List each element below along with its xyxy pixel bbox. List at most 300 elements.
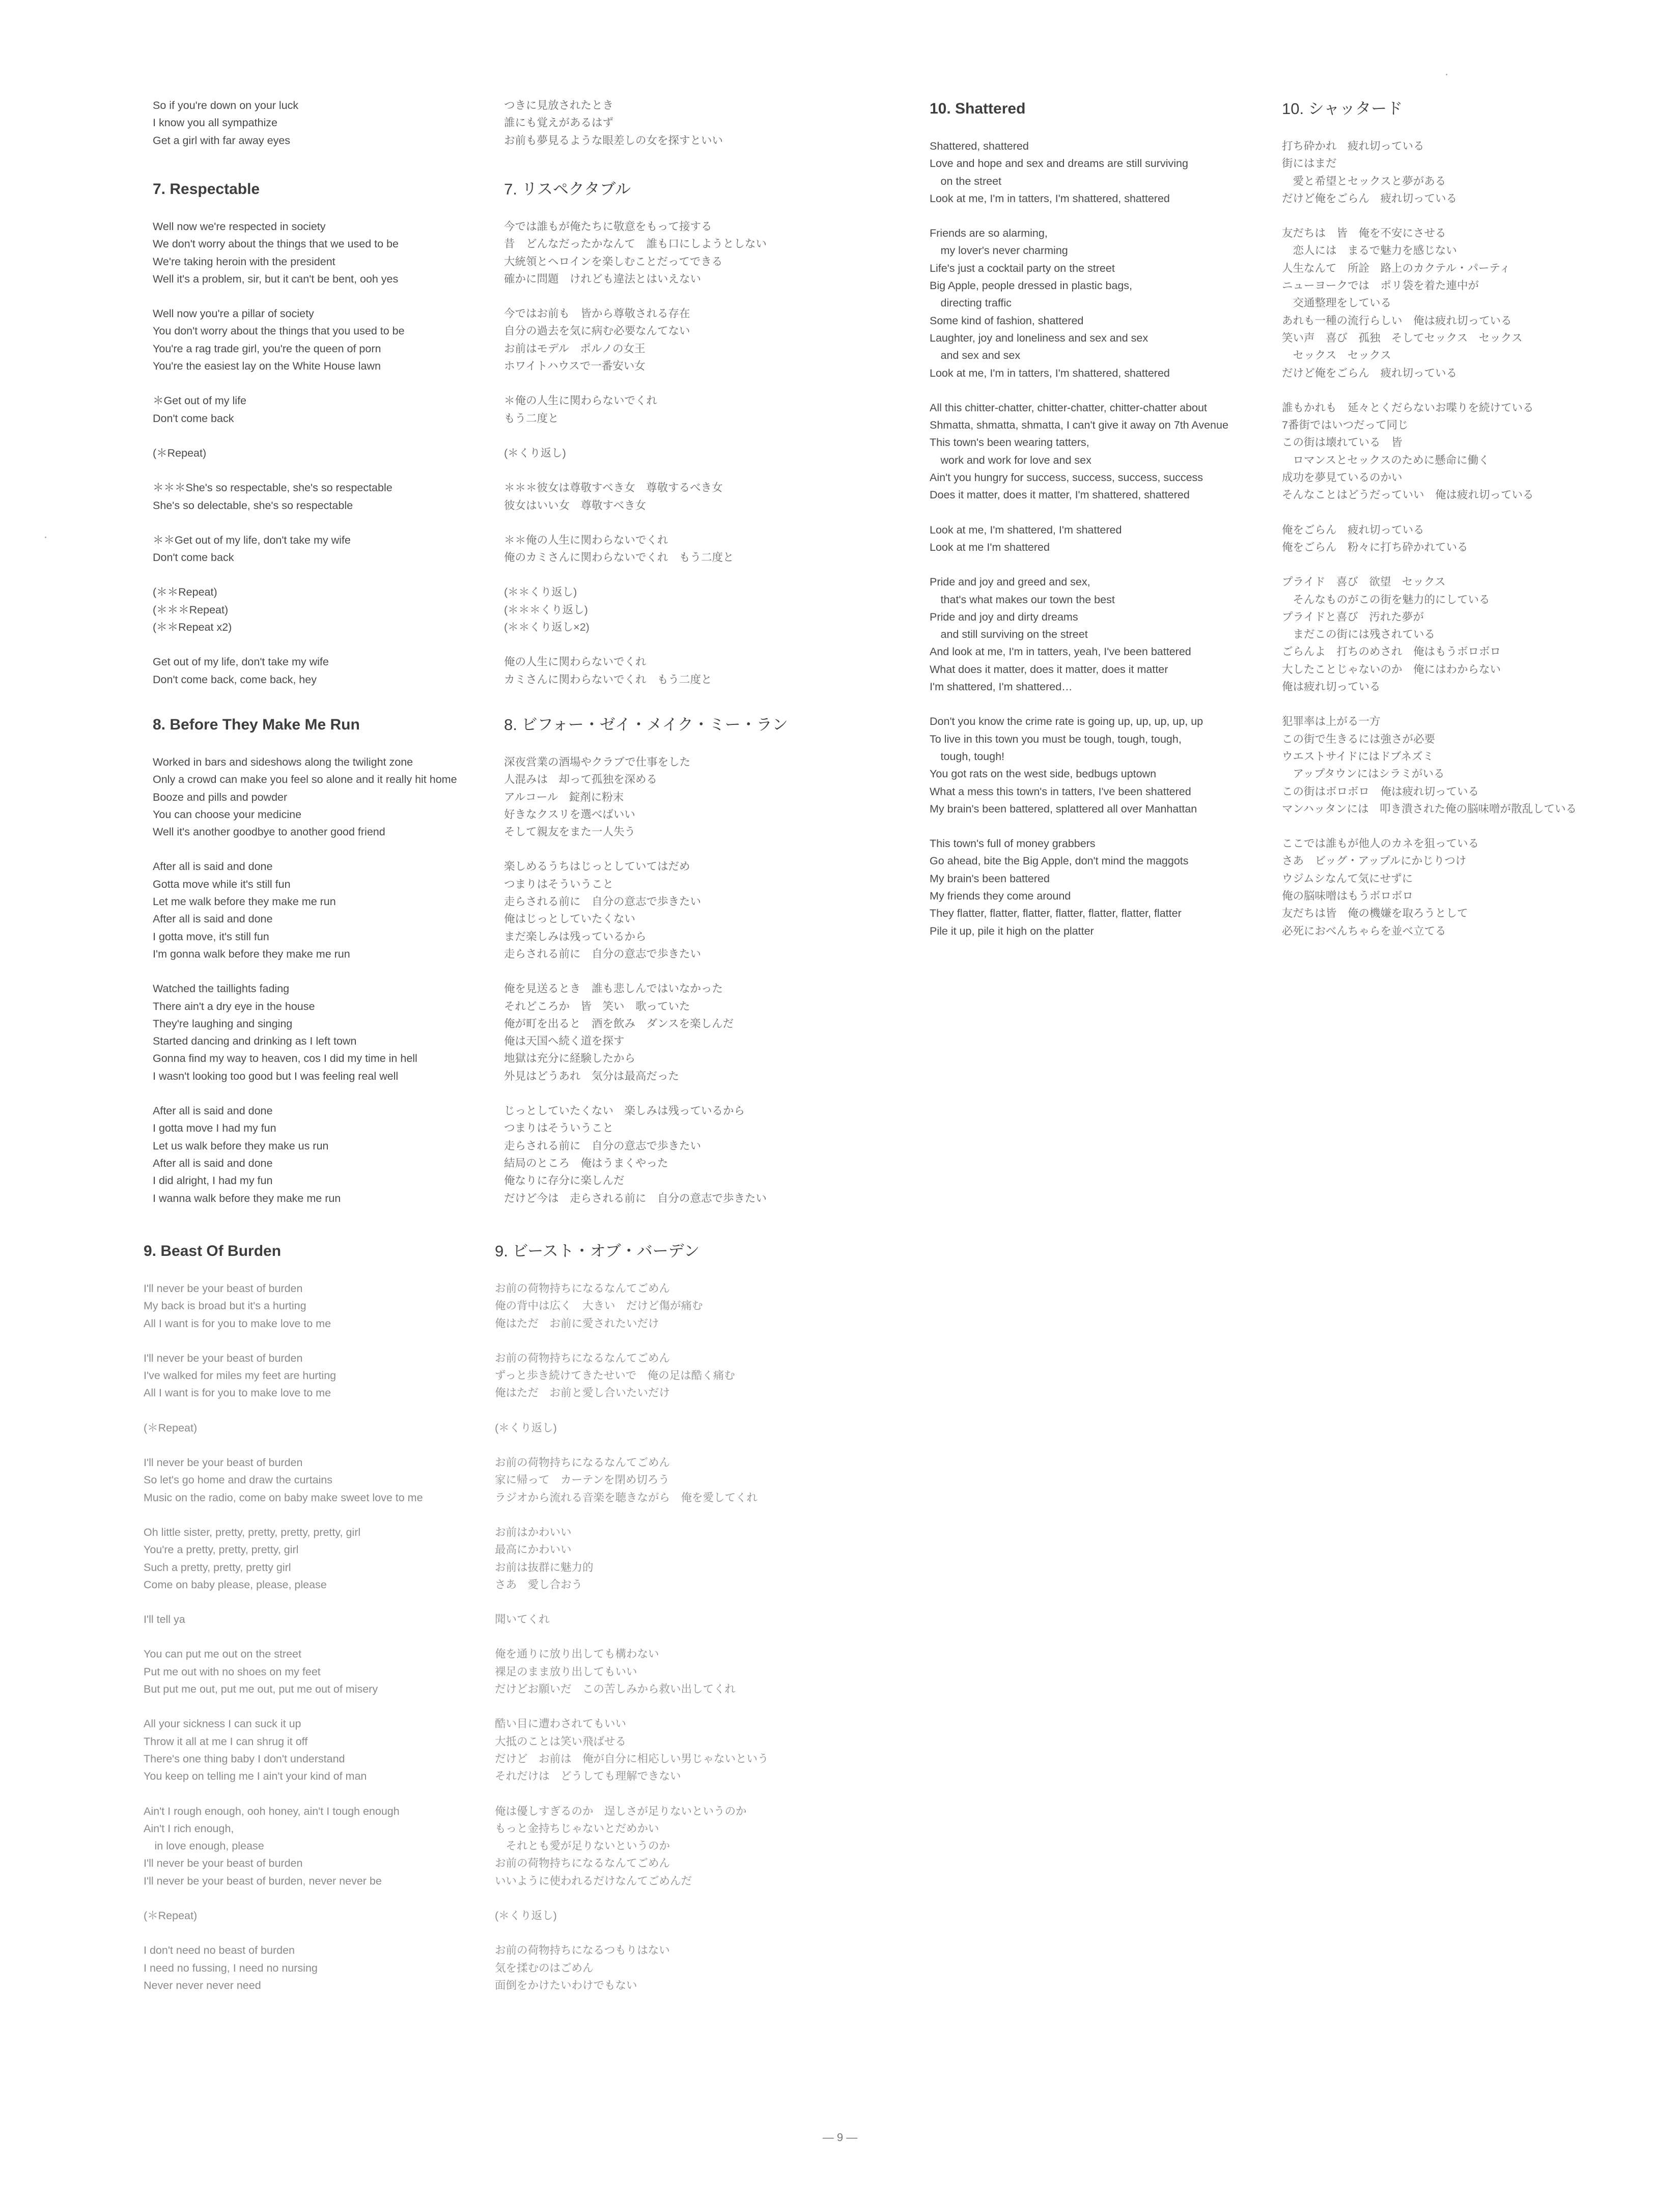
lyric-line: You keep on telling me I ain't your kind of man [144,1770,367,1783]
lyric-line: ここでは誰もが他人のカネを狙っている [1282,837,1479,850]
lyric-line: お前の荷物持ちになるなんてごめん [495,1282,670,1295]
lyric-stanza [1282,399,1577,504]
lyric-line: プライド 喜び 欲望 セックス [1282,576,1446,588]
lyric-line: What a mess this town's in tatters, I've been shattered [930,785,1191,798]
lyric-line: Well now we're respected in society [153,220,326,233]
lyric-line: Ain't I rough enough, ooh honey, ain't I tough enough [144,1805,400,1817]
lyric-line: 俺はただ お前と愛し合いたいだけ [495,1387,670,1399]
song-shattered-en [930,99,1228,957]
lyric-line: 恋人には まるで魅力を感じない [1282,244,1457,257]
lyric-line: I need no fussing, I need no nursing [144,1961,318,1974]
lyric-line: 笑い声 喜び 孤独 そしてセックス セックス [1282,331,1523,344]
song-beast-of-burden-jp [495,1241,769,2011]
lyric-stanza [504,305,767,375]
lyric-line: Such a pretty, pretty, pretty girl [144,1561,291,1574]
lyric-line: Well it's another goodbye to another good friend [153,826,385,838]
song-before-they-make-me-run-jp [504,715,788,1224]
lyric-line: Started dancing and drinking as I left town [153,1035,357,1048]
speck [1446,74,1447,75]
lyric-line: 確かに問題 けれども違法とはいえない [504,272,702,285]
lyric-stanza [504,1102,788,1207]
lyric-line: 地獄は充分に経験したから [504,1052,636,1065]
lyric-line: Come on baby please, please, please [144,1578,327,1591]
lyric-line: Big Apple, people dressed in plastic bags, [930,279,1133,292]
lyric-line: 人混みは 却って孤独を深める [504,773,658,786]
lyric-stanza [144,1803,423,1890]
lyric-line: 俺は疲れ切っている [1282,681,1381,693]
lyric-line: Worked in bars and sideshows along the twilight zone [153,756,413,768]
lyric-line: 彼女はいい女 尊敬すべき女 [504,499,647,512]
lyric-line: I'm shattered, I'm shattered… [930,681,1073,693]
lyric-line: お前の荷物持ちになるなんてごめん [495,1456,670,1469]
lyric-line: Go ahead, bite the Big Apple, don't mind the maggots [930,855,1189,867]
lyric-line: I gotta move I had my fun [153,1122,276,1135]
lyric-line: 俺をごらん 粉々に打ち砕かれている [1282,541,1468,553]
lyric-line: I'll never be your beast of burden [144,1857,303,1870]
lyric-line: I know you all sympathize [153,117,277,129]
lyric-line: This town's full of money grabbers [930,837,1096,850]
lyric-line: Does it matter, does it matter, I'm shattered, shattered [930,489,1190,501]
lyric-line: 俺はじっとしていたくない [504,913,636,925]
lyric-line: 俺の脳味噌はもうボロボロ [1282,889,1414,902]
lyric-line: 大統領とヘロインを楽しむことだってできる [504,255,723,268]
lyric-line: Some kind of fashion, shattered [930,314,1084,327]
lyric-line: Oh little sister, pretty, pretty, pretty, pretty, girl [144,1526,361,1538]
lyric-line: もう二度と [504,412,559,425]
lyric-line: 成功を夢見ているのかい [1282,471,1403,484]
lyric-stanza [495,1454,769,1506]
lyric-line: So let's go home and draw the curtains [144,1474,333,1486]
lyric-stanza [495,1803,769,1890]
lyric-line: 大したことじゃないのか 俺にはわからない [1282,663,1501,676]
lyric-stanza [1282,521,1577,556]
lyric-line: ウエストサイドにはドブネズミ [1282,750,1434,763]
lyric-line: You can choose your medicine [153,808,302,821]
lyric-line: 人生なんて 所詮 路上のカクテル・パーティ [1282,262,1510,274]
song-title: 10. シャッタード [1282,100,1403,118]
lyric-line: 外見はどうあれ 気分は最高だった [504,1070,680,1082]
lyric-line: 俺は優しすぎるのか 逞しさが足りないというのか [495,1805,747,1817]
lyric-line: All I want is for you to make love to me [144,1317,331,1330]
lyric-line: (＊＊Repeat x2) [153,621,232,634]
lyric-line: directing traffic [930,297,1012,310]
lyric-line: まだ楽しみは残っているから [504,930,647,943]
lyric-line: もっと金持ちじゃないとだめかい [495,1822,659,1835]
lyric-line: Pile it up, pile it high on the platter [930,924,1094,937]
lyric-line: ニューヨークでは ポリ袋を着た連中が [1282,279,1479,292]
lyric-stanza [930,521,1228,556]
lyric-line: 俺を見送るとき 誰も悲しんではいなかった [504,983,723,995]
song-beast-of-burden-en [144,1241,423,2011]
lyric-line: お前も夢見るような眼差しの女を探すといい [504,134,723,147]
lyric-stanza [504,858,788,963]
lyric-line: だけど俺をごらん 疲れ切っている [1282,192,1458,205]
lyric-line: 今ではお前も 皆から尊敬される存在 [504,307,690,320]
lyric-stanza [495,1280,769,1332]
lyric-stanza [153,653,405,688]
lyric-line: 深夜営業の酒場やクラブで仕事をした [504,756,691,768]
lyric-line: I did alright, I had my fun [153,1174,273,1187]
lyric-stanza [504,753,788,840]
speck [45,537,46,538]
lyric-stanza [504,97,723,149]
lyric-stanza [153,858,457,963]
song-before-they-make-me-run-en [153,715,457,1224]
lyric-line: ＊Get out of my life [153,395,247,407]
lyric-line: Laughter, joy and loneliness and sex and sex [930,331,1149,344]
lyric-line: アルコール 錠剤に粉末 [504,791,624,803]
lyric-line: 打ち砕かれ 疲れ切っている [1282,140,1424,152]
lyric-line: この街で生きるには強さが必要 [1282,733,1436,745]
lyric-line: She's so delectable, she's so respectable [153,499,353,512]
lyric-line: (＊＊くり返し) [504,586,577,599]
lyric-line: 俺が町を出ると 酒を飲み ダンスを楽しんだ [504,1017,734,1030]
lyric-stanza [153,97,298,149]
lyric-line: After all is said and done [153,1157,273,1169]
lyric-line: You're the easiest lay on the White House lawn [153,360,381,373]
lyric-stanza [495,1419,769,1437]
lyric-line: They flatter, flatter, flatter, flatter, flatter, flatter, flatter [930,907,1182,920]
lyric-stanza [930,399,1228,504]
lyric-line: After all is said and done [153,913,273,925]
lyric-line: だけど今は 走らされる前に 自分の意志で歩きたい [504,1192,767,1204]
lyric-line: Watched the taillights fading [153,983,290,995]
lyric-line: ＊俺の人生に関わらないでくれ [504,395,658,407]
lyric-stanza [144,1419,423,1437]
lyric-line: (＊Repeat) [144,1421,198,1434]
lyric-line: Let us walk before they make us run [153,1139,329,1152]
lyric-line: 走らされる前に 自分の意志で歩きたい [504,947,702,960]
lyric-line: I've walked for miles my feet are hurting [144,1369,337,1382]
lyric-line: My back is broad but it's a hurting [144,1300,306,1312]
lyric-line: I wanna walk before they make me run [153,1192,341,1204]
lyric-line: in love enough, please [144,1840,264,1853]
lyric-line: Shattered, shattered [930,140,1029,152]
song-title: 7. Respectable [153,181,260,198]
lyric-line: Pride and joy and dirty dreams [930,610,1078,623]
lyric-line: じっとしていたくない 楽しみは残っているから [504,1105,745,1117]
lyric-line: 今では誰もが俺たちに敬意をもって接する [504,220,712,233]
lyric-stanza [504,444,767,462]
lyric-stanza [153,479,405,514]
lyric-line: それどころか 皆 笑い 歌っていた [504,1000,690,1013]
lyric-line: Well now you're a pillar of society [153,307,314,320]
lyric-stanza [930,224,1228,382]
lyric-line: 面倒をかけたいわけでもない [495,1979,637,1991]
lyric-line: それだけは どうしても理解できない [495,1770,681,1783]
lyric-stanza [1282,835,1577,940]
lyric-stanza [144,1350,423,1402]
lyric-line: ずっと歩き続けてきたせいで 俺の足は酷く痛む [495,1369,735,1382]
lyric-line: work and work for love and sex [930,454,1091,466]
lyric-line: 気を揉むのはごめん [495,1961,594,1974]
lyric-line: 俺をごらん 疲れ切っている [1282,523,1424,536]
lyric-line: I'll never be your beast of burden [144,1456,303,1469]
lyric-line: I wasn't looking too good but I was feeling real well [153,1070,399,1082]
lyric-line: Let me walk before they make me run [153,895,336,908]
song-intro-en [153,97,298,166]
lyric-line: Never never never need [144,1979,261,1991]
lyric-line: 自分の過去を気に病む必要なんてない [504,325,690,338]
lyric-line: さあ 愛し合おう [495,1578,583,1591]
lyric-line: マンハッタンには 叩き潰された俺の脳味噌が散乱している [1282,802,1577,815]
lyric-stanza [495,1350,769,1402]
lyric-line: Look at me I'm shattered [930,541,1050,553]
lyric-stanza [153,218,405,288]
lyric-line: 誰にも覚えがあるはず [504,117,614,129]
lyric-stanza [1282,224,1577,382]
lyric-line: あれも一種の流行らしい 俺は疲れ切っている [1282,314,1512,327]
lyric-line: Get a girl with far away eyes [153,134,291,147]
lyric-stanza [144,1611,423,1628]
lyric-line: セックス セックス [1282,349,1391,362]
lyric-line: Get out of my life, don't take my wife [153,656,329,668]
lyric-line: だけど お前は 俺が自分に相応しい男じゃないという [495,1752,769,1765]
lyric-stanza [153,753,457,840]
lyric-line: 楽しめるうちはじっとしていてはだめ [504,860,690,873]
lyric-line: そんなものがこの街を魅力的にしている [1282,593,1490,606]
lyric-line: Shmatta, shmatta, shmatta, I can't give it away on 7th Avenue [930,419,1228,432]
lyric-line: Look at me, I'm in tatters, I'm shattered, shattered [930,367,1170,379]
lyric-line: But put me out, put me out, put me out of misery [144,1683,378,1696]
lyric-line: 交通整理をしている [1282,297,1392,310]
lyric-line: They're laughing and singing [153,1017,293,1030]
lyric-line: Well it's a problem, sir, but it can't be bent, ooh yes [153,272,399,285]
lyric-stanza [153,583,405,636]
lyric-stanza [153,305,405,375]
lyric-line: 大抵のことは笑い飛ばせる [495,1735,627,1748]
page-number: — 9 — [822,2131,858,2144]
lyric-line: My brain's been battered [930,872,1050,885]
lyric-line: 裸足のまま放り出してもいい [495,1665,637,1678]
lyric-line: My brain's been battered, splattered all over Manhattan [930,802,1197,815]
lyric-line: You got rats on the west side, bedbugs uptown [930,768,1157,780]
lyric-stanza [930,713,1228,818]
lyric-line: ごらんよ 打ちのめされ 俺はもうボロボロ [1282,646,1501,658]
lyric-stanza [144,1280,423,1332]
lyric-line: 俺の背中は広く 大きい だけど傷が痛む [495,1300,703,1312]
lyric-line: Life's just a cocktail party on the street [930,262,1115,274]
lyric-stanza [495,1611,769,1628]
lyric-line: お前は抜群に魅力的 [495,1561,594,1574]
lyric-stanza [930,137,1228,207]
lyric-line: on the street [930,175,1002,187]
lyric-line: tough, tough! [930,750,1005,763]
lyric-line: そして親友をまた一人失う [504,826,636,838]
lyric-line: Ain't I rich enough, [144,1822,234,1835]
lyric-line: Throw it all at me I can shrug it off [144,1735,308,1748]
lyric-line: つきに見放されたとき [504,99,614,111]
lyric-line: You're a rag trade girl, you're the queen of porn [153,342,381,355]
song-respectable-en [153,179,405,706]
lyric-line: ＊＊＊She's so respectable, she's so respectable [153,482,393,494]
lyric-line: 俺の人生に関わらないでくれ [504,656,647,668]
lyric-line: I'll never be your beast of burden [144,1282,303,1295]
lyric-line: Put me out with no shoes on my feet [144,1665,321,1678]
lyric-line: You're a pretty, pretty, pretty, girl [144,1543,299,1556]
lyric-line: And look at me, I'm in tatters, yeah, I've been battered [930,646,1191,658]
lyric-line: 走らされる前に 自分の意志で歩きたい [504,1139,702,1152]
lyric-stanza [153,980,457,1085]
lyric-line: I'm gonna walk before they make me run [153,947,350,960]
lyric-line: Ain't you hungry for success, success, success, success [930,471,1203,484]
lyric-line: my lover's never charming [930,244,1068,257]
lyric-line: All your sickness I can suck it up [144,1718,301,1730]
lyric-line: All this chitter-chatter, chitter-chatter, chitter-chatter about [930,401,1207,414]
lyric-line: カミさんに関わらないでくれ もう二度と [504,673,712,686]
lyric-line: I don't need no beast of burden [144,1944,295,1957]
lyric-line: ラジオから流れる音楽を聴きながら 俺を愛してくれ [495,1491,758,1504]
lyric-line: この街はボロボロ 俺は疲れ切っている [1282,785,1479,798]
lyric-line: (＊＊くり返し×2) [504,621,590,634]
lyric-line: Only a crowd can make you feel so alone and it really hit home [153,773,457,786]
lyric-line: 犯罪率は上がる一方 [1282,715,1381,728]
lyric-stanza [504,980,788,1085]
lyric-stanza [153,531,405,567]
lyric-line: There's one thing baby I don't understand [144,1752,345,1765]
lyric-stanza [495,1524,769,1593]
lyric-line: ホワイトハウスで一番安い女 [504,360,646,373]
lyric-line: I'll never be your beast of burden [144,1352,303,1364]
lyric-line: プライドと喜び 汚れた夢が [1282,610,1424,623]
lyric-line: ロマンスとセックスのために懸命に働く [1282,454,1490,466]
lyric-line: 友だちは 皆 俺を不安にさせる [1282,227,1446,240]
lyric-line: お前はモデル ポルノの女王 [504,342,646,355]
lyric-line: 誰もかれも 延々とくだらないお喋りを続けている [1282,401,1534,414]
lyric-line: つまりはそういうこと [504,1122,614,1135]
lyric-line: (＊くり返し) [495,1910,557,1922]
lyric-line: To live in this town you must be tough, tough, tough, [930,733,1182,745]
lyric-line: I gotta move, it's still fun [153,930,269,943]
lyric-line: ＊＊＊彼女は尊敬すべき女 尊敬するべき女 [504,482,723,494]
song-respectable-jp [504,179,767,706]
lyric-line: 走らされる前に 自分の意志で歩きたい [504,895,702,908]
lyric-line: 俺はただ お前に愛されたいだけ [495,1317,659,1330]
lyric-line: お前の荷物持ちになるなんてごめん [495,1352,670,1364]
lyric-stanza [144,1907,423,1924]
lyric-line: いいように使われるだけなんてごめんだ [495,1874,692,1887]
song-title: 9. Beast Of Burden [144,1243,282,1259]
song-title: 8. ビフォー・ゼイ・メイク・ミー・ラン [504,716,788,734]
lyric-line: お前の荷物持ちになるつもりはない [495,1944,670,1957]
lyric-line: (＊＊＊くり返し) [504,603,588,616]
lyric-stanza [495,1907,769,1924]
lyric-line: 俺のカミさんに関わらないでくれ もう二度と [504,551,734,564]
lyric-line: (＊くり返し) [495,1421,557,1434]
lyric-line: What does it matter, does it matter, does it matter [930,663,1168,676]
lyric-line: There ain't a dry eye in the house [153,1000,315,1013]
lyric-line: We're taking heroin with the president [153,255,335,268]
lyric-line: My friends they come around [930,889,1071,902]
lyric-stanza [144,1645,423,1698]
lyric-line: and sex and sex [930,349,1021,362]
lyric-line: ウジムシなんて気にせずに [1282,872,1413,885]
lyric-line: Look at me, I'm in tatters, I'm shattered, shattered [930,192,1170,205]
lyric-line: Don't come back [153,551,234,564]
lyric-line: This town's been wearing tatters, [930,436,1089,449]
song-title: 7. リスペクタブル [504,180,631,198]
lyric-stanza [1282,713,1577,818]
song-title: 9. ビースト・オブ・バーデン [495,1242,700,1260]
lyric-line: お前はかわいい [495,1526,572,1538]
lyric-line: ＊＊俺の人生に関わらないでくれ [504,534,668,546]
lyric-line: だけどお願いだ この苦しみから救い出してくれ [495,1683,736,1696]
lyric-line: まだこの街には残されている [1282,628,1436,641]
lyric-line: Look at me, I'm shattered, I'm shattered [930,523,1122,536]
lyric-stanza [144,1942,423,1994]
lyric-line: ＊＊Get out of my life, don't take my wife [153,534,351,546]
lyric-line: We don't worry about the things that we used to be [153,238,399,250]
lyric-stanza [504,392,767,427]
lyric-stanza [504,583,767,636]
lyric-line: それとも愛が足りないというのか [495,1840,670,1853]
lyric-line: Gonna find my way to heaven, cos I did my time in hell [153,1052,417,1065]
lyric-line: 友だちは皆 俺の機嫌を取ろうとして [1282,907,1468,920]
lyric-stanza [504,531,767,567]
lyric-line: 俺は天国へ続く道を探す [504,1035,625,1048]
lyric-line: Pride and joy and greed and sex, [930,576,1090,588]
lyric-line: After all is said and done [153,1105,273,1117]
lyric-line: (＊＊Repeat) [153,586,217,599]
lyric-line: この街は壊れている 皆 [1282,436,1403,449]
song-title: 10. Shattered [930,100,1026,117]
lyric-stanza [504,479,767,514]
lyric-line: (＊Repeat) [153,446,207,459]
lyric-line: さあ ビッグ・アップルにかじりつけ [1282,855,1467,867]
lyric-line: 必死におべんちゃらを並べ立てる [1282,924,1446,937]
lyric-line: 酷い目に遭わされてもいい [495,1718,627,1730]
song-intro-jp [504,97,723,166]
lyric-line: All I want is for you to make love to me [144,1387,331,1399]
lyric-line: 俺なりに存分に楽しんだ [504,1174,625,1187]
lyric-line: Booze and pills and powder [153,791,288,803]
lyric-stanza [144,1454,423,1506]
lyric-line: Love and hope and sex and dreams are still surviving [930,157,1188,170]
song-title: 8. Before They Make Me Run [153,716,360,733]
lyric-line: (＊＊＊Repeat) [153,603,229,616]
lyric-line: 聞いてくれ [495,1613,550,1626]
lyric-stanza [504,653,767,688]
lyric-line: 昔 どんなだったかなんて 誰も口にしようとしない [504,238,767,250]
lyric-line: そんなことはどうだっていい 俺は疲れ切っている [1282,489,1534,501]
lyric-line: Friends are so alarming, [930,227,1048,240]
lyric-line: I'll never be your beast of burden, never never be [144,1874,382,1887]
lyric-line: 結局のところ 俺はうまくやった [504,1157,668,1169]
lyric-line: that's what makes our town the best [930,593,1115,606]
lyric-line: Music on the radio, come on baby make sweet love to me [144,1491,423,1504]
lyric-line: Don't come back [153,412,234,425]
lyric-line: だけど俺をごらん 疲れ切っている [1282,367,1458,379]
lyric-line: and still surviving on the street [930,628,1088,641]
lyric-line: So if you're down on your luck [153,99,299,111]
lyric-stanza [144,1715,423,1785]
lyric-line: You can put me out on the street [144,1648,301,1661]
lyric-line: After all is said and done [153,860,273,873]
song-shattered-jp [1282,99,1577,957]
lyric-stanza [495,1942,769,1994]
lyric-line: 最高にかわいい [495,1543,572,1556]
lyric-line: Don't come back, come back, hey [153,673,317,686]
lyric-stanza [930,573,1228,695]
lyric-stanza [144,1524,423,1593]
lyric-stanza [504,218,767,288]
lyric-line: (＊くり返し) [504,446,566,459]
lyric-line: You don't worry about the things that you used to be [153,325,405,338]
lyric-line: 7番街ではいつだって同じ [1282,419,1409,432]
lyric-line: I'll tell ya [144,1613,185,1626]
lyric-stanza [495,1715,769,1785]
lyric-line: アップタウンにはシラミがいる [1282,768,1445,780]
